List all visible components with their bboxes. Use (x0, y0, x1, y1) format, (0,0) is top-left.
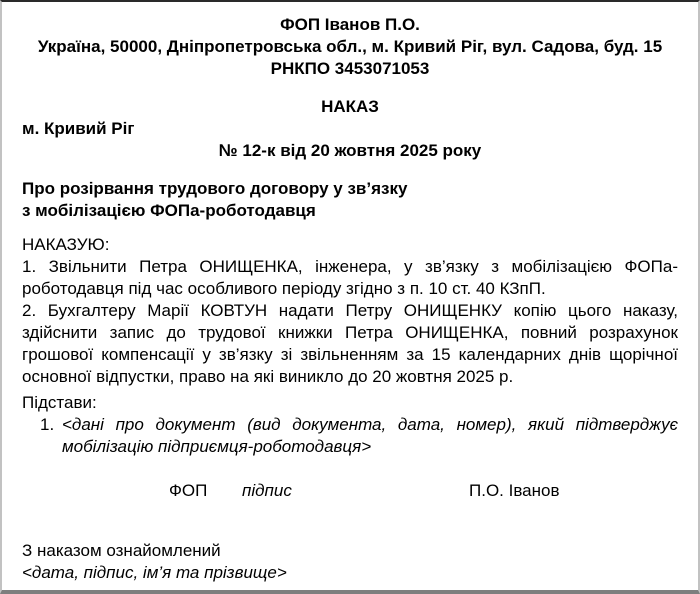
company-name: ФОП Іванов П.О. (280, 15, 420, 34)
signature-row (22, 480, 678, 502)
order-item-2: 2. Бухгалтеру Марії КОВТУН надати Петру ОНИЩЕНКУ копію цього наказу, здійснити запис до трудової книжки Петра ОНИЩЕНКА, повний розрахунок грошової компенсації у зв’язку зі звільненням за 15 календарних днів щорічної основної відпустки, право на які виникло до 20 жовтня 2025 р. (22, 301, 678, 386)
signature-name: П.О. Іванов (469, 481, 560, 500)
grounds-item-number: 1. (40, 415, 55, 434)
order-city: м. Кривий Ріг (22, 119, 135, 138)
order-item-1: 1. Звільнити Петра ОНИЩЕНКА, інженера, у зв’язку з мобілізацією ФОПа-роботодавця під час особливого періоду згідно з п. 10 ст. 40 КЗпП. (22, 257, 678, 298)
order-number-date: № 12-к від 20 жовтня 2025 року (218, 141, 482, 160)
acknowledgement-label: З наказом ознайомлений (22, 541, 221, 560)
company-address: Україна, 50000, Дніпропетровська обл., м. Кривий Ріг, вул. Садова, буд. 15 (37, 37, 663, 56)
acknowledgement-block (22, 540, 678, 584)
document-type-title: НАКАЗ (321, 97, 379, 116)
company-registry-id: РНКПО 3453071053 (270, 59, 430, 78)
grounds-item-text: <дані про документ (вид документа, дата, номер), який підтверджує мобілізацію підприємця-роботодавця> (62, 415, 678, 456)
order-subject-line1: Про розірвання трудового договору у зв’язку (22, 179, 408, 198)
signature-placeholder: підпис (242, 481, 292, 500)
grounds-item (22, 414, 678, 458)
command-label: НАКАЗУЮ: (22, 235, 110, 254)
order-subject-line2: з мобілізацією ФОПа-роботодавця (22, 201, 316, 220)
signature-role: ФОП (169, 481, 208, 500)
letterhead (22, 14, 678, 80)
grounds-label: Підстави: (22, 393, 97, 412)
acknowledgement-placeholder: <дата, підпис, ім’я та прізвище> (22, 563, 287, 582)
order-subject (22, 178, 678, 222)
